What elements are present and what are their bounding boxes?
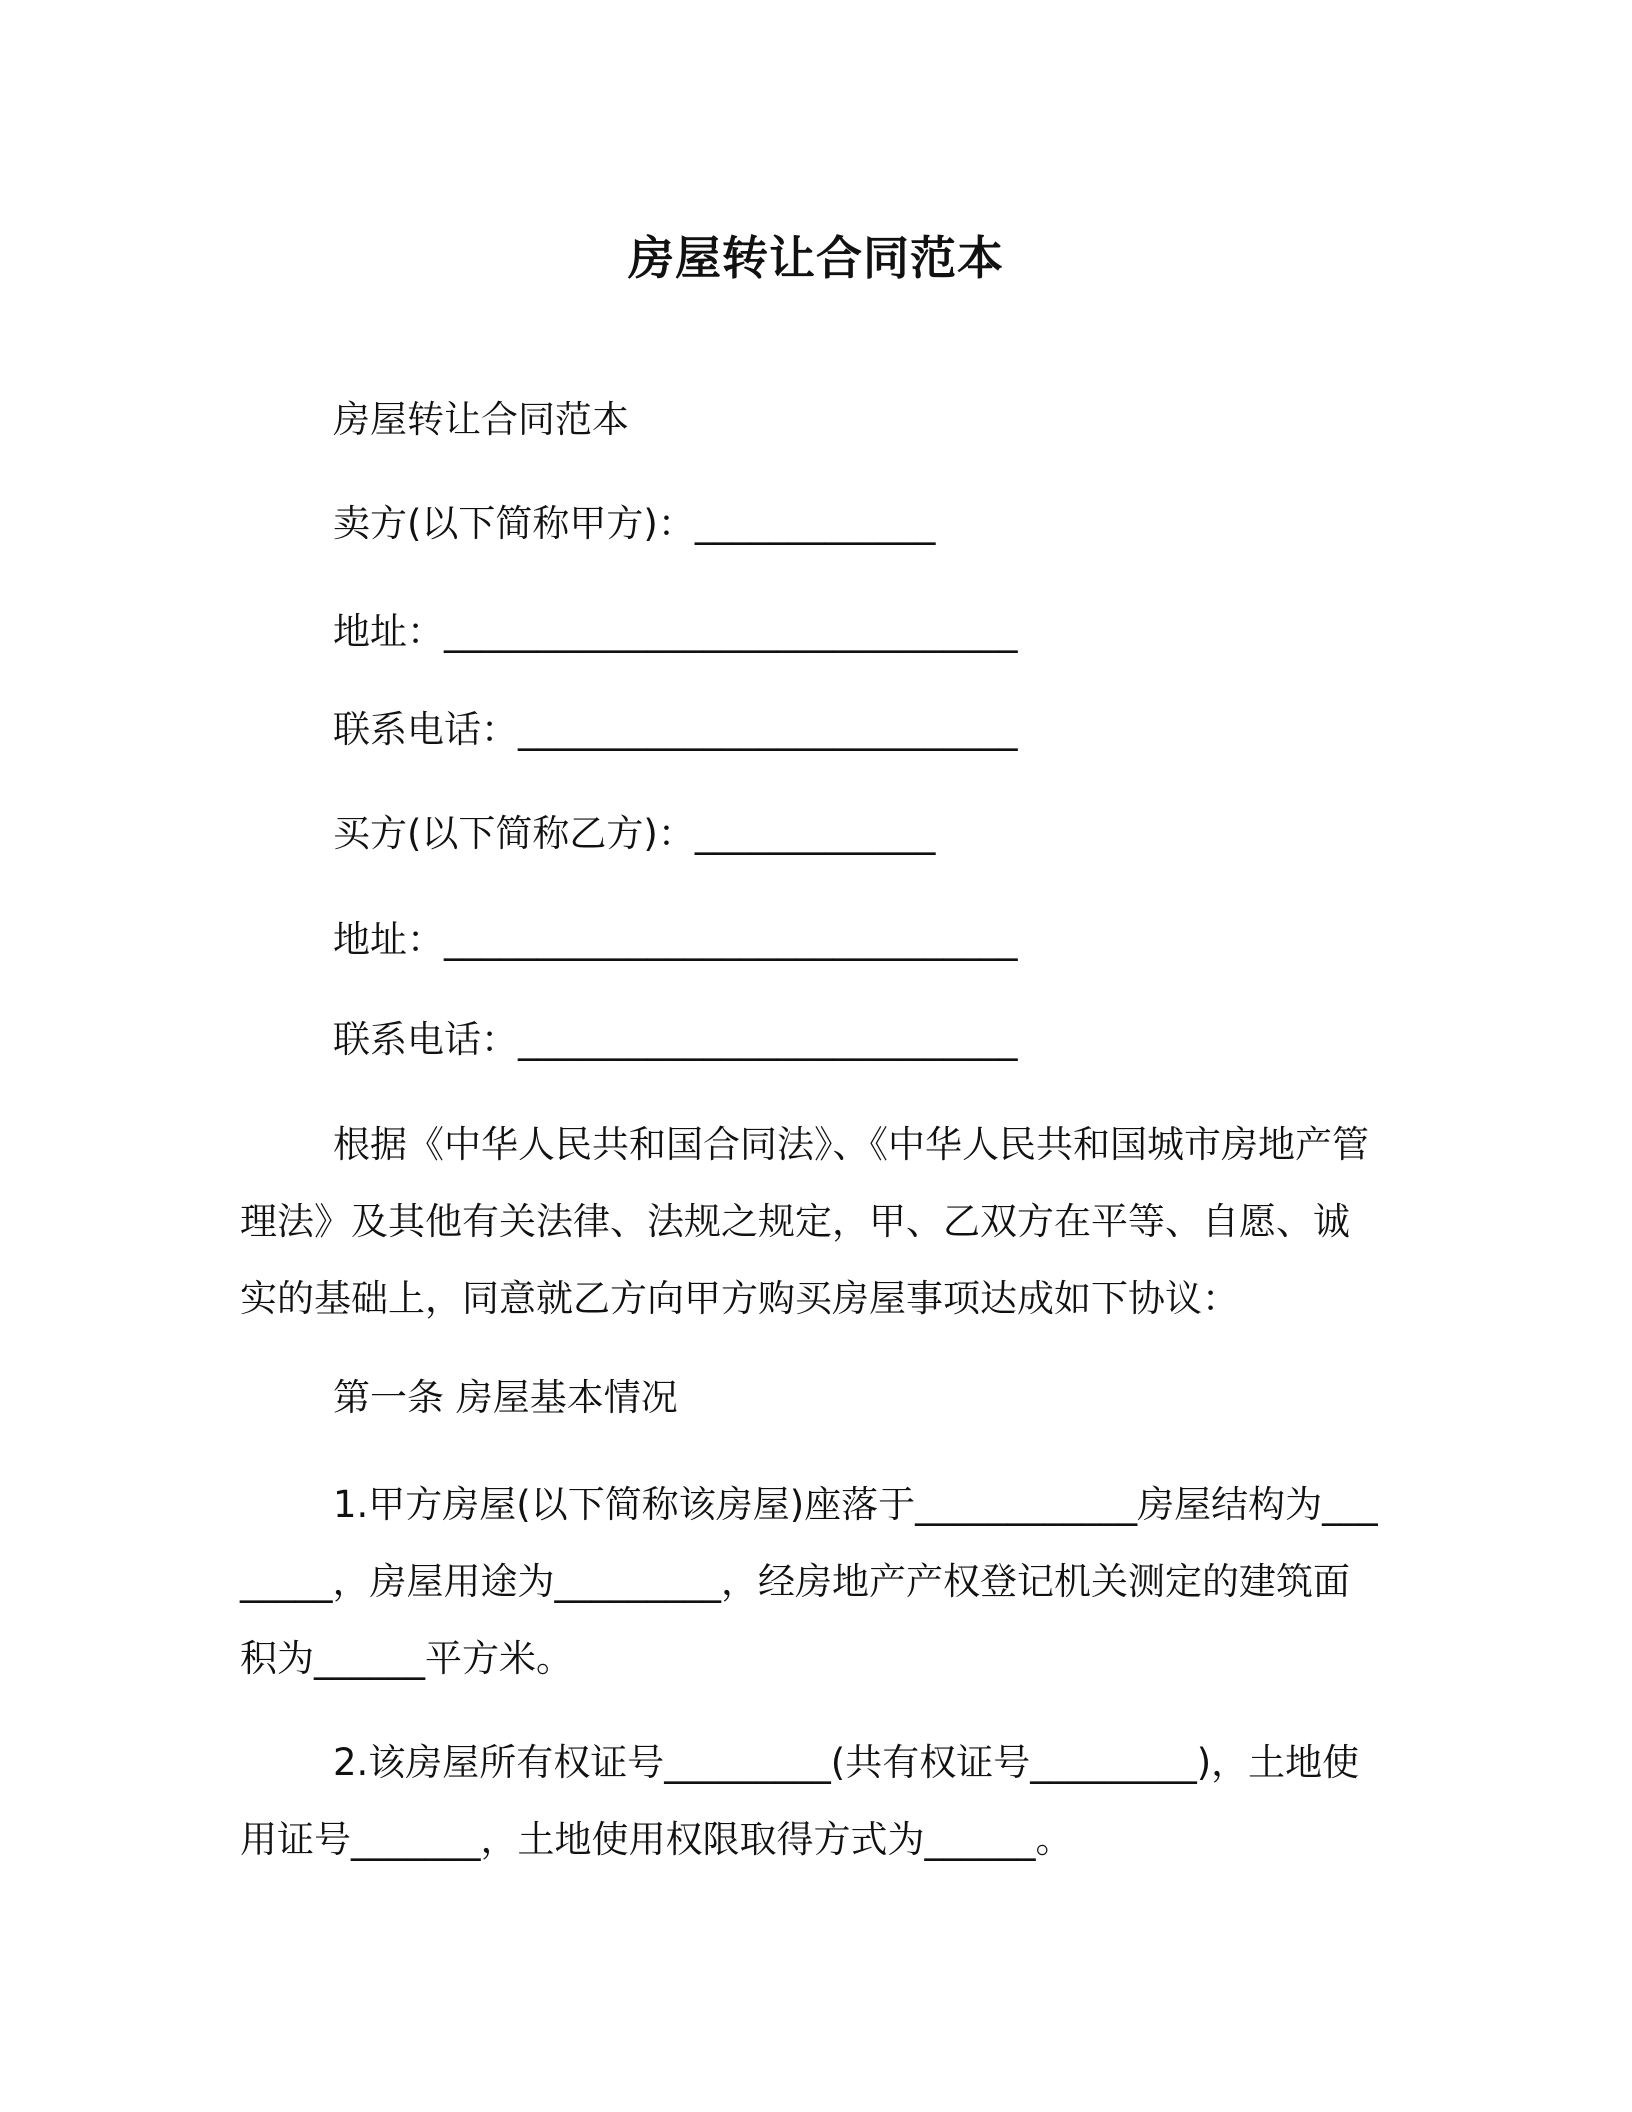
buyer-line: 买方(以下简称乙方)：_____________	[333, 812, 936, 855]
document-title: 房屋转让合同范本	[628, 231, 1004, 285]
buyer-address-line: 地址：_______________________________	[333, 918, 1018, 961]
seller-line: 卖方(以下简称甲方)：_____________	[333, 502, 936, 545]
buyer-phone-line: 联系电话：___________________________	[333, 1018, 1018, 1061]
seller-phone-line: 联系电话：___________________________	[333, 708, 1018, 751]
clause-2-paragraph: 2.该房屋所有权证号_________(共有权证号_________)，土地使用证号_______，土地使用权限取得方式为______。	[240, 1741, 1360, 1861]
document-subtitle: 房屋转让合同范本	[333, 398, 629, 441]
article-1-heading: 第一条 房屋基本情况	[333, 1376, 678, 1419]
preamble-paragraph: 根据《中华人民共和国合同法》、《中华人民共和国城市房地产管理法》及其他有关法律、法规之规定，甲、乙双方在平等、自愿、诚实的基础上，同意就乙方向甲方购买房屋事项达成如下协议：	[240, 1123, 1369, 1320]
clause-1-paragraph: 1.甲方房屋(以下简称该房屋)座落于____________房屋结构为________，房屋用途为_________，经房地产产权登记机关测定的建筑面积为______平方米。	[240, 1483, 1378, 1680]
seller-address-line: 地址：_______________________________	[333, 610, 1018, 653]
